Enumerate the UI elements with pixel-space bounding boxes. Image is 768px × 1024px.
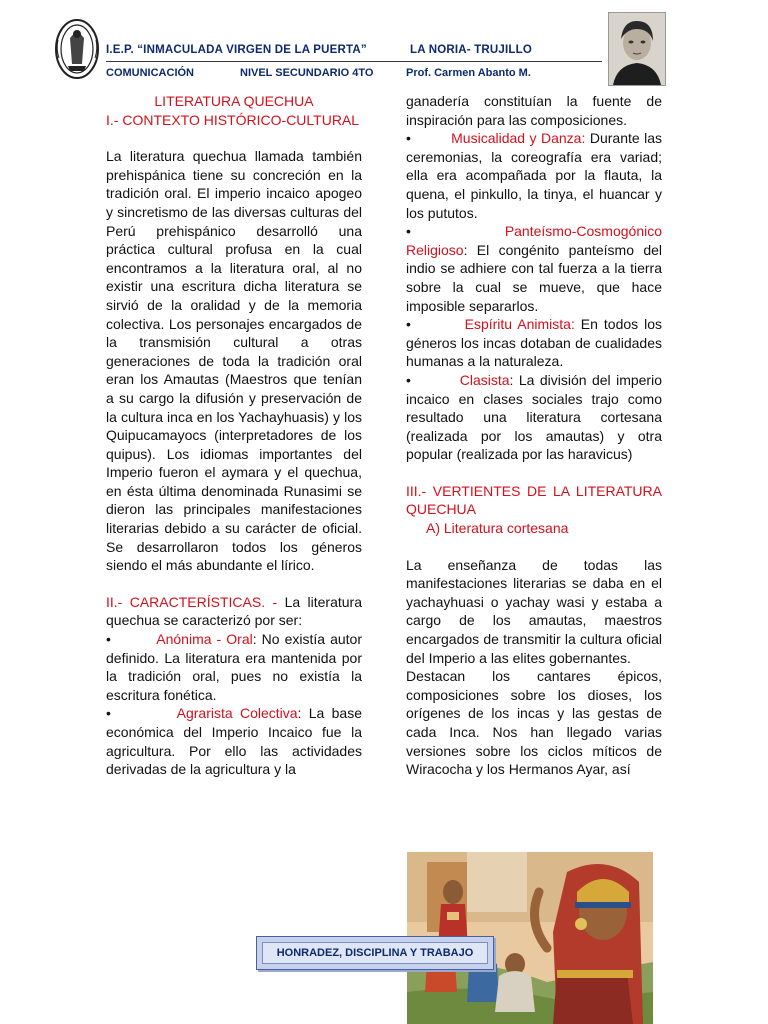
- bullet-clasista-term: Clasista: [459, 371, 510, 388]
- continued-text: ganadería constituían la fuente de inspiración para las composiciones.: [406, 93, 662, 128]
- section-3-heading: III.- VERTIENTES DE LA LITERATURA QUECHUA: [406, 482, 662, 518]
- bullet-agrarista-term: Agrarista Colectiva: [176, 705, 298, 722]
- motto-banner: [256, 936, 494, 970]
- bullet-panteismo-text: : El congénito panteísmo del indio se adhiere con tal fuerza a la tierra sobre la cual se mueve, que hace imposible separarlos.: [406, 241, 662, 314]
- document-title: LITERATURA QUECHUA: [154, 93, 314, 109]
- motto-text: HONRADEZ, DISCIPLINA Y TRABAJO: [262, 942, 488, 964]
- section-1-heading: I.- CONTEXTO HISTÓRICO-CULTURAL: [106, 111, 360, 128]
- bullet-agrarista: [106, 704, 362, 778]
- teacher-portrait: [608, 12, 666, 86]
- section-1-body: La literatura quechua llamada también prehispánica tiene su concreción en la tradición oral. El imperio incaico apogeo y sincretismo de las diversas culturas del Perú prehispánico desarrolló una práctica cultural profusa en la cual encontramos a la literatura oral, al no existir una escritura dicha literatura se sirvió de la oralidad y de la memoria colectiva. Los personajes encargados de la transmisión cultural a otras generaciones de toda la tradición oral eran los Amautas (Maestros que tenían a su cargo la difusión y preservación de la cultura inca en los Yachayhuasis) y los Quipucamayocs (interpretadores de los quipus). Los idiomas importantes del Imperio fueron el aymara y el quechua, en ésta última denominada Runasimi se dieron las principales manifestaciones literarias debido a su carácter de oficial. Se desarrollaron todos los géneros siendo el más abundante el lírico.: [106, 148, 362, 574]
- section-2-heading: II.- CARACTERÍSTICAS. -: [106, 593, 278, 610]
- school-name: I.E.P. “INMACULADA VIRGEN DE LA PUERTA”: [106, 44, 367, 56]
- subject-label: COMUNICACIÓN: [106, 67, 194, 79]
- bullet-icon: •: [106, 705, 111, 722]
- bullet-panteismo: [406, 222, 662, 315]
- bullet-anonima-text: : No existía autor definido. La literatura era mantenida por la tradición oral, pues no existía la escritura fonética.: [106, 631, 362, 703]
- bullet-panteismo-term: Panteísmo-Cosmogónico Religioso: [406, 223, 662, 258]
- bullet-animista: [406, 315, 662, 371]
- level-label: NIVEL SECUNDARIO 4TO: [240, 67, 374, 79]
- bullet-icon: •: [406, 223, 411, 240]
- bullet-icon: •: [106, 631, 111, 648]
- bullet-musicalidad-term: Musicalidad y Danza:: [451, 130, 586, 147]
- school-crest-icon: [54, 18, 100, 80]
- bullet-animista-term: Espíritu Animista:: [464, 316, 575, 333]
- bullet-musicalidad: [406, 129, 662, 222]
- header-line-1: [106, 44, 602, 60]
- section-2-intro: La literatura quechua se caracterizó por ser:: [106, 593, 363, 629]
- section-2-intro-paragraph: [106, 593, 362, 630]
- header-divider: [106, 61, 602, 62]
- left-column: [106, 92, 362, 779]
- teacher-label: Prof. Carmen Abanto M.: [406, 67, 531, 79]
- bullet-clasista-text: : La división del imperio incaico en clases sociales trajo como resultado una literatura cortesana (realizada por los amautas) y otra popular (realizada por las haravicus): [406, 371, 662, 463]
- page-header: [0, 0, 768, 92]
- header-line-2: [106, 67, 606, 83]
- bullet-icon: •: [406, 371, 411, 388]
- bullet-musicalidad-text: Durante las ceremonias, la coreografía era variad; ella era acompañada por la flauta, la quena, el pinkullo, la tinya, el huancar y los pututos.: [406, 130, 663, 221]
- section-3-paragraph-1: La enseñanza de todas las manifestaciones literarias se daba en el yachayhuasi o yachay wasi y estaba a cargo de los amautas, maestros encargados de transmitir la cultura oficial del Imperio a las elites gobernantes.: [406, 556, 662, 666]
- bullet-anonima-term: Anónima - Oral: [156, 631, 253, 648]
- section-3-subheading: A) Literatura cortesana: [426, 520, 569, 537]
- section-3-paragraph-2: Destacan los cantares épicos, composiciones sobre los dioses, los orígenes de los incas y las gestas de cada Inca. Nos han llegado varias versiones sobre los ciclos míticos de Wiracocha y los Hermanos Ayar, así: [406, 668, 662, 778]
- school-location: LA NORIA- TRUJILLO: [410, 44, 532, 56]
- bullet-icon: •: [406, 130, 411, 147]
- bullet-icon: •: [406, 316, 411, 333]
- bullet-animista-text: En todos los géneros los incas dotaban de cualidades humanas a la naturaleza.: [406, 316, 663, 370]
- bullet-agrarista-text: : La base económica del Imperio Incaico fue la agricultura. Por ello las actividades derivadas de la agricultura y la: [106, 705, 362, 778]
- bullet-clasista: [406, 371, 662, 464]
- bullet-anonima: [106, 630, 362, 704]
- right-column: [406, 92, 662, 779]
